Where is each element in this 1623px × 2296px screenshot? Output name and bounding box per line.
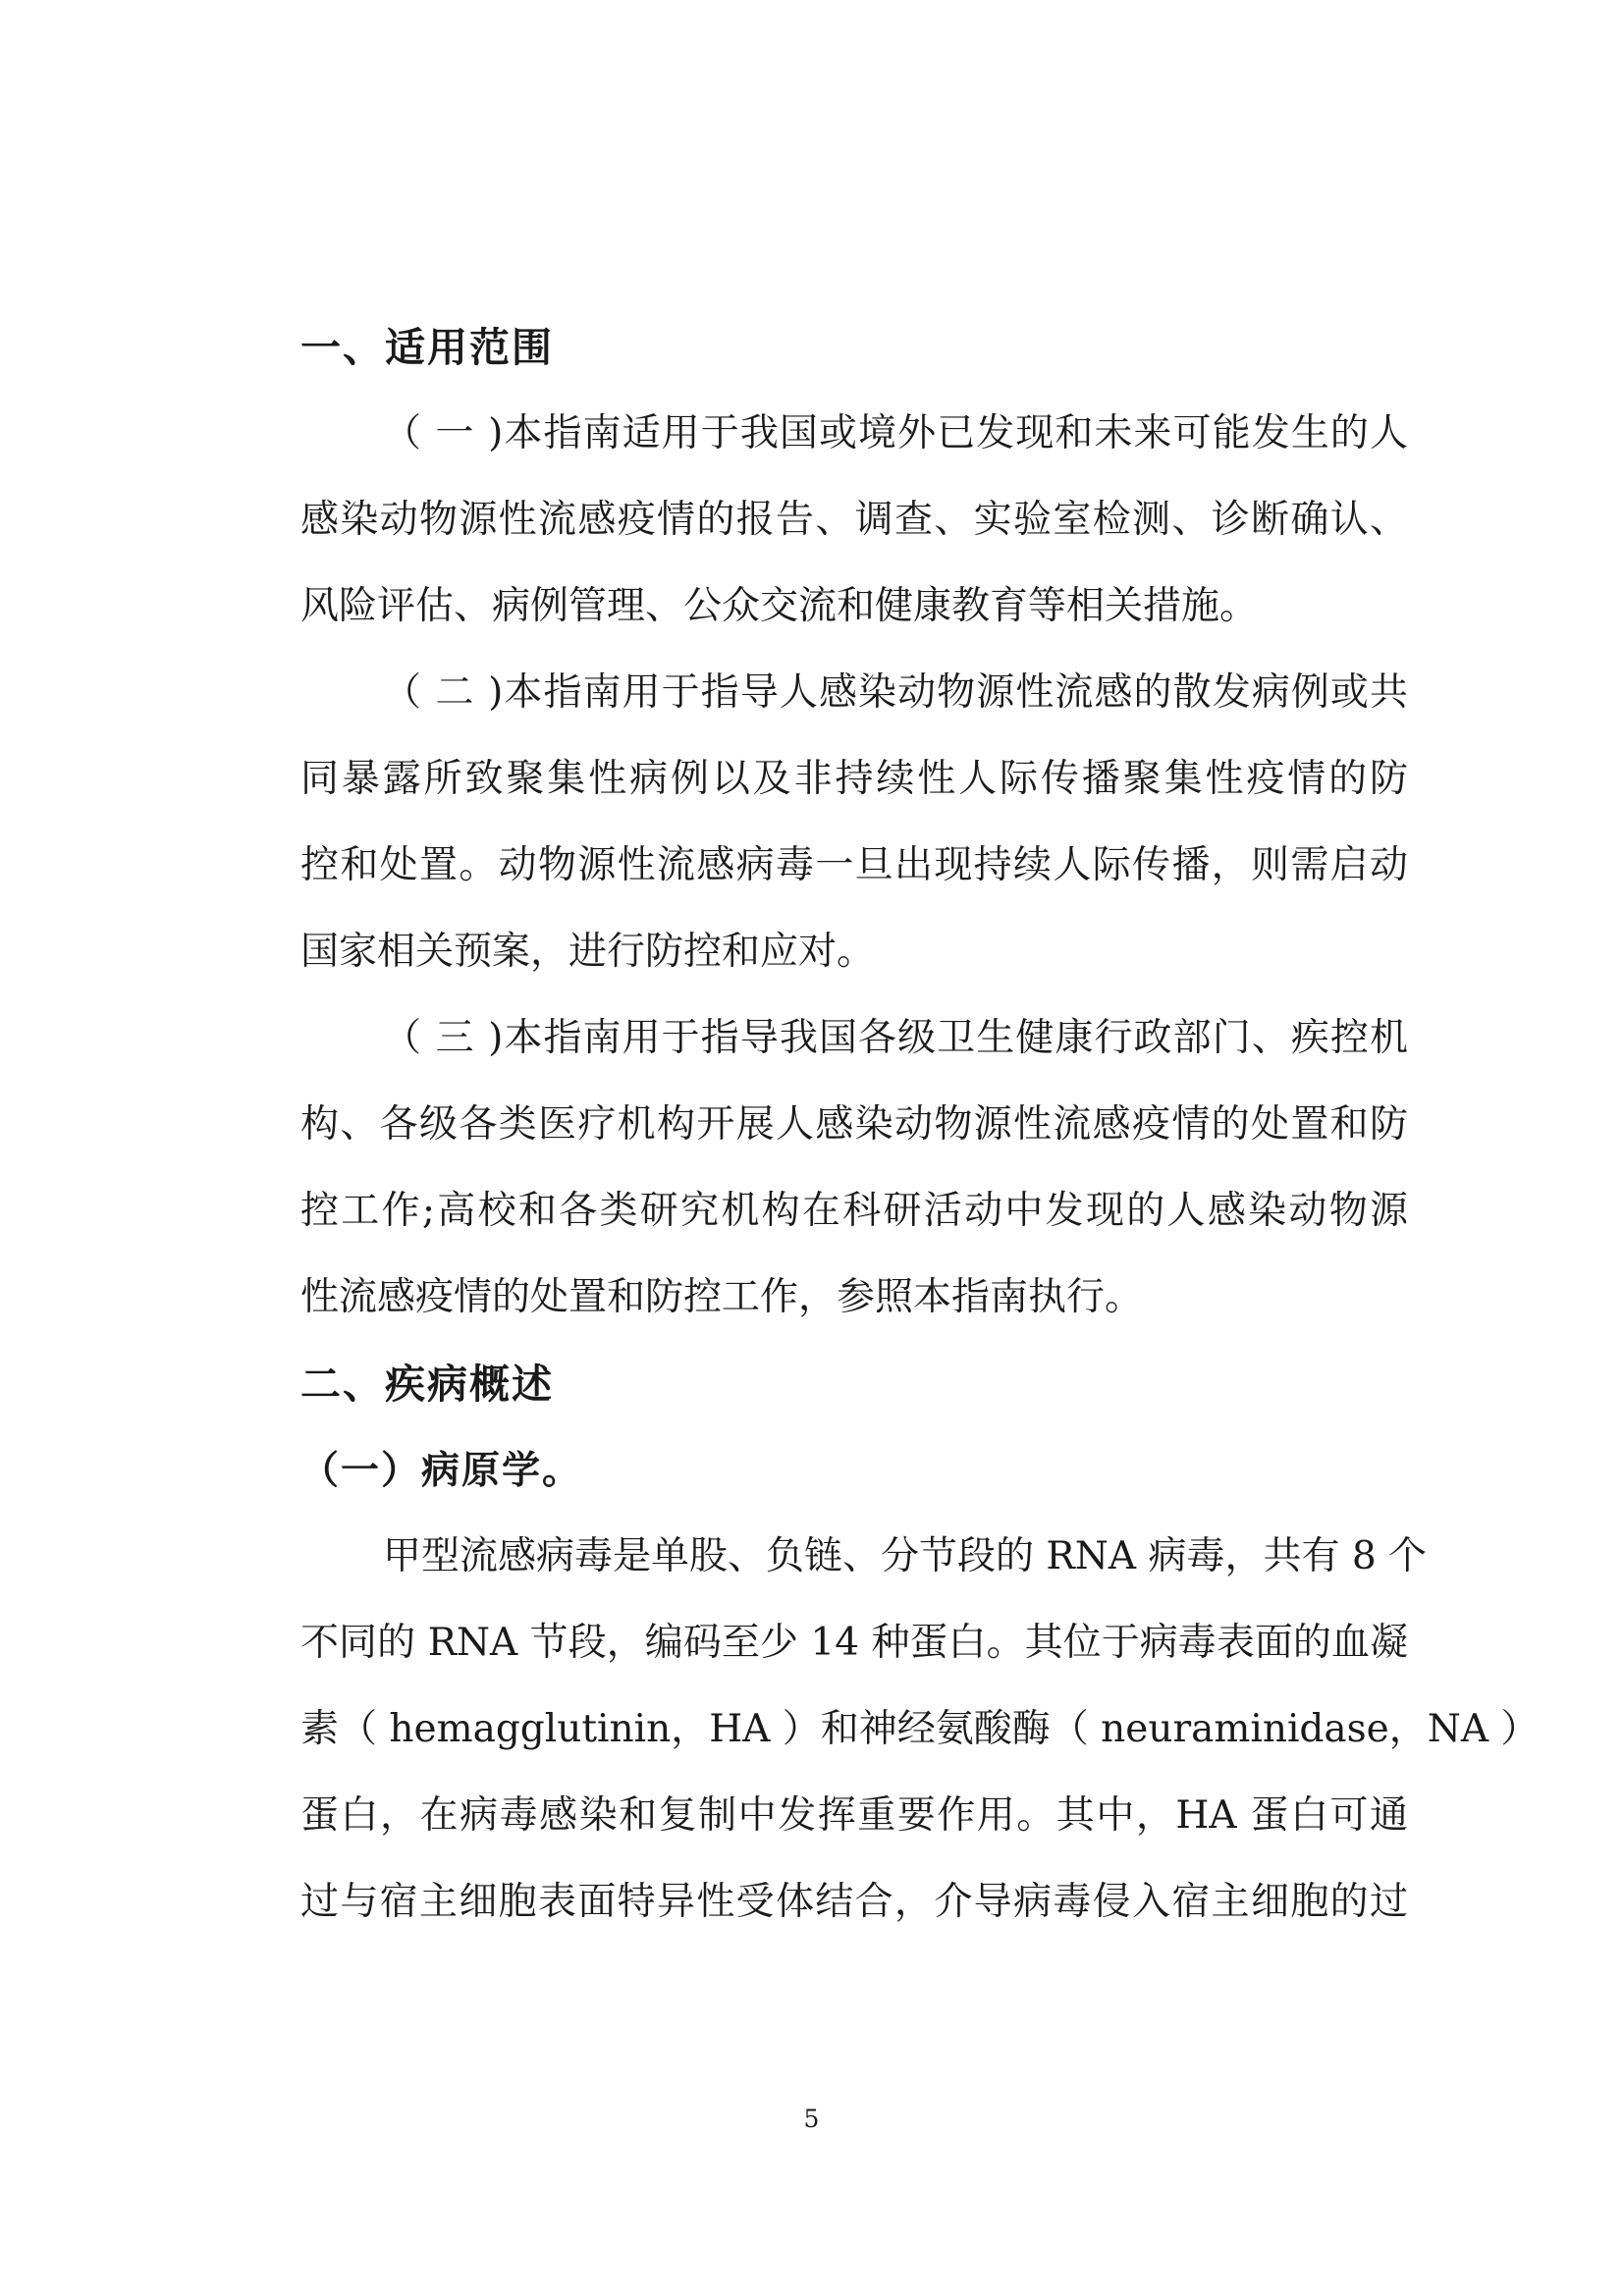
text-line: （ 一 )本指南适用于我国或境外已发现和未来可能发生的人 bbox=[383, 411, 1408, 455]
text-line: 风险评估、病例管理、公众交流和健康教育等相关措施。 bbox=[300, 584, 1259, 628]
paragraph-scope-2 bbox=[218, 650, 1408, 995]
section-heading-scope: 一、适用范围 bbox=[300, 324, 554, 371]
section-heading-overview: 二、疾病概述 bbox=[300, 1361, 554, 1408]
text-line: 国家相关预案，进行防控和应对。 bbox=[300, 930, 876, 974]
page-number: 5 bbox=[803, 2105, 820, 2133]
text-line: （ 二 )本指南用于指导人感染动物源性流感的散发病例或共 bbox=[383, 670, 1408, 715]
text-line: 同暴露所致聚集性病例以及非持续性人际传播聚集性疫情的防 bbox=[300, 757, 1408, 801]
text-line: （ 三 )本指南用于指导我国各级卫生健康行政部门、疾控机 bbox=[383, 1016, 1408, 1060]
text-line: 蛋白，在病毒感染和复制中发挥重要作用。其中，HA 蛋白可通 bbox=[300, 1793, 1408, 1838]
paragraph-scope-3 bbox=[218, 995, 1408, 1341]
subsection-heading-etiology: （一）病原学。 bbox=[300, 1448, 583, 1493]
text-line: 过与宿主细胞表面特异性受体结合，介导病毒侵入宿主细胞的过 bbox=[300, 1880, 1408, 1924]
text-line: 素（ hemagglutinin，HA ）和神经氨酸酶（ neuraminidase，NA ） bbox=[300, 1707, 1540, 1751]
paragraph-etiology-1 bbox=[218, 1514, 1540, 1946]
text-line: 构、各级各类医疗机构开展人感染动物源性流感疫情的处置和防 bbox=[300, 1102, 1408, 1147]
text-line: 控和处置。动物源性流感病毒一旦出现持续人际传播，则需启动 bbox=[300, 843, 1408, 887]
document-body bbox=[218, 304, 1540, 1946]
text-line: 不同的 RNA 节段，编码至少 14 种蛋白。其位于病毒表面的血凝 bbox=[300, 1621, 1408, 1665]
paragraph-scope-1 bbox=[218, 391, 1408, 650]
text-line: 感染动物源性流感疫情的报告、调查、实验室检测、诊断确认、 bbox=[300, 498, 1408, 542]
text-line: 控工作;高校和各类研究机构在科研活动中发现的人感染动物源 bbox=[300, 1189, 1408, 1233]
text-line: 性流感疫情的处置和防控工作，参照本指南执行。 bbox=[300, 1275, 1144, 1319]
text-line: 甲型流感病毒是单股、负链、分节段的 RNA 病毒，共有 8 个 bbox=[383, 1534, 1428, 1578]
